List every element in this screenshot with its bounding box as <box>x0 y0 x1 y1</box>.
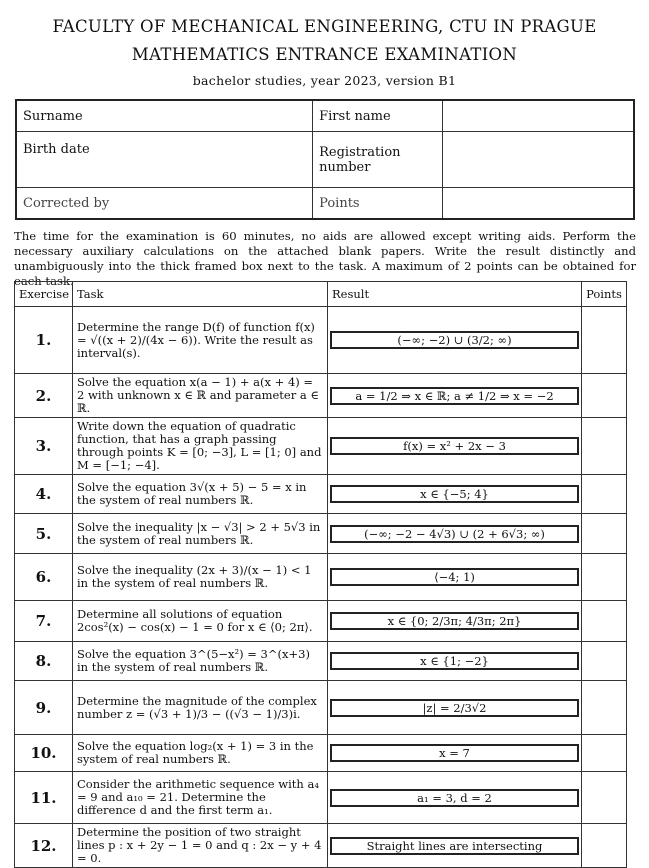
table-row <box>15 824 627 868</box>
table-row <box>15 681 627 735</box>
points-cell[interactable] <box>582 824 627 868</box>
table-row <box>15 475 627 514</box>
result-cell <box>328 824 582 868</box>
points-cell[interactable] <box>582 475 627 514</box>
points-cell[interactable] <box>582 307 627 374</box>
task-text: Solve the inequality (2x + 3)/(x − 1) < 1 in the system of real numbers ℝ. <box>73 554 328 601</box>
result-box: (−∞; −2 − 4√3) ∪ (2 + 6√3; ∞) <box>330 525 579 543</box>
result-cell <box>328 554 582 601</box>
result-box: x ∈ {0; 2/3π; 4/3π; 2π} <box>330 612 579 630</box>
faculty-heading: FACULTY OF MECHANICAL ENGINEERING, CTU IN PRAGUE <box>52 17 597 36</box>
result-cell <box>328 307 582 374</box>
points-field[interactable] <box>442 188 634 220</box>
result-cell <box>328 681 582 735</box>
result-box: a = 1/2 ⇒ x ∈ ℝ; a ≠ 1/2 ⇒ x = −2 <box>330 387 579 405</box>
exercise-number: 1. <box>15 307 73 374</box>
points-cell[interactable] <box>582 514 627 554</box>
task-text: Solve the inequality |x − √3| > 2 + 5√3 in the system of real numbers ℝ. <box>73 514 328 554</box>
task-text: Determine all solutions of equation 2cos²(x) − cos(x) − 1 = 0 for x ∈ ⟨0; 2π⟩. <box>73 601 328 642</box>
registration-label: Registration number <box>313 132 443 188</box>
exercise-number: 10. <box>15 735 73 772</box>
exam-heading: MATHEMATICS ENTRANCE EXAMINATION <box>131 45 518 64</box>
result-box: f(x) = x² + 2x − 3 <box>330 437 579 455</box>
task-text: Solve the equation 3√(x + 5) − 5 = x in the system of real numbers ℝ. <box>73 475 328 514</box>
first-name-label: First name <box>313 100 443 132</box>
points-cell[interactable] <box>582 418 627 475</box>
result-box: x ∈ {1; −2} <box>330 652 579 670</box>
table-row <box>15 601 627 642</box>
result-box: a₁ = 3, d = 2 <box>330 789 579 807</box>
task-text: Solve the equation log₂(x + 1) = 3 in the system of real numbers ℝ. <box>73 735 328 772</box>
result-box: x = 7 <box>330 744 579 762</box>
exercise-number: 11. <box>15 772 73 824</box>
result-header: Result <box>328 282 582 307</box>
exercise-number: 8. <box>15 642 73 681</box>
result-box: ⟨−4; 1) <box>330 568 579 586</box>
table-row <box>15 374 627 418</box>
result-cell <box>328 418 582 475</box>
result-cell <box>328 514 582 554</box>
table-row <box>15 772 627 824</box>
points-cell[interactable] <box>582 681 627 735</box>
table-row <box>15 418 627 475</box>
table-row <box>15 307 627 374</box>
task-text: Consider the arithmetic sequence with a₄ = 9 and a₁₀ = 21. Determine the difference d and the first term a₁. <box>73 772 328 824</box>
points-cell[interactable] <box>582 772 627 824</box>
exercise-number: 6. <box>15 554 73 601</box>
student-info-table <box>15 99 635 220</box>
surname-label: Surname <box>16 100 313 132</box>
table-row <box>15 514 627 554</box>
result-cell <box>328 735 582 772</box>
result-box: (−∞; −2) ∪ (3/2; ∞) <box>330 331 579 349</box>
result-box: Straight lines are intersecting <box>330 837 579 855</box>
result-cell <box>328 772 582 824</box>
exercise-number: 9. <box>15 681 73 735</box>
task-header: Task <box>73 282 328 307</box>
result-box: |z| = 2/3√2 <box>330 699 579 717</box>
result-box: x ∈ {−5; 4} <box>330 485 579 503</box>
result-cell <box>328 374 582 418</box>
table-row <box>15 642 627 681</box>
points-cell[interactable] <box>582 601 627 642</box>
result-cell <box>328 475 582 514</box>
birth-date-label: Birth date <box>16 132 313 188</box>
registration-field[interactable] <box>442 132 634 188</box>
task-text: Solve the equation 3^(5−x²) = 3^(x+3) in the system of real numbers ℝ. <box>73 642 328 681</box>
exam-subtitle: bachelor studies, year 2023, version B1 <box>192 73 457 88</box>
points-label: Points <box>313 188 443 220</box>
first-name-field[interactable] <box>442 100 634 132</box>
exercise-number: 12. <box>15 824 73 868</box>
table-row <box>15 554 627 601</box>
exercise-number: 7. <box>15 601 73 642</box>
exercise-number: 2. <box>15 374 73 418</box>
points-cell[interactable] <box>582 554 627 601</box>
result-cell <box>328 601 582 642</box>
result-cell <box>328 642 582 681</box>
exercise-number: 3. <box>15 418 73 475</box>
exercise-number: 4. <box>15 475 73 514</box>
exercise-header: Exercise <box>15 282 73 307</box>
corrected-by-label: Corrected by <box>16 188 313 220</box>
points-cell[interactable] <box>582 374 627 418</box>
task-text: Solve the equation x(a − 1) + a(x + 4) = 2 with unknown x ∈ ℝ and parameter a ∈ ℝ. <box>73 374 328 418</box>
points-cell[interactable] <box>582 642 627 681</box>
task-text: Determine the magnitude of the complex number z = (√3 + 1)/3 − ((√3 − 1)/3)i. <box>73 681 328 735</box>
task-table <box>14 281 627 868</box>
table-row <box>15 735 627 772</box>
task-text: Determine the position of two straight lines p : x + 2y − 1 = 0 and q : 2x − y + 4 = 0. <box>73 824 328 868</box>
task-text: Determine the range D(f) of function f(x) = √((x + 2)/(4x − 6)). Write the result as interval(s). <box>73 307 328 374</box>
points-header: Points <box>582 282 627 307</box>
points-cell[interactable] <box>582 735 627 772</box>
instructions-text: The time for the examination is 60 minutes, no aids are allowed except writing aids. Perform the necessary auxiliary calculations on the attached blank papers. Write the result distinctly and unambiguously into the thick framed box next to the task. A maximum of 2 points can be obtained for each task. <box>14 229 636 288</box>
exercise-number: 5. <box>15 514 73 554</box>
task-text: Write down the equation of quadratic function, that has a graph passing through points K = [0; −3], L = [1; 0] and M = [−1; −4]. <box>73 418 328 475</box>
